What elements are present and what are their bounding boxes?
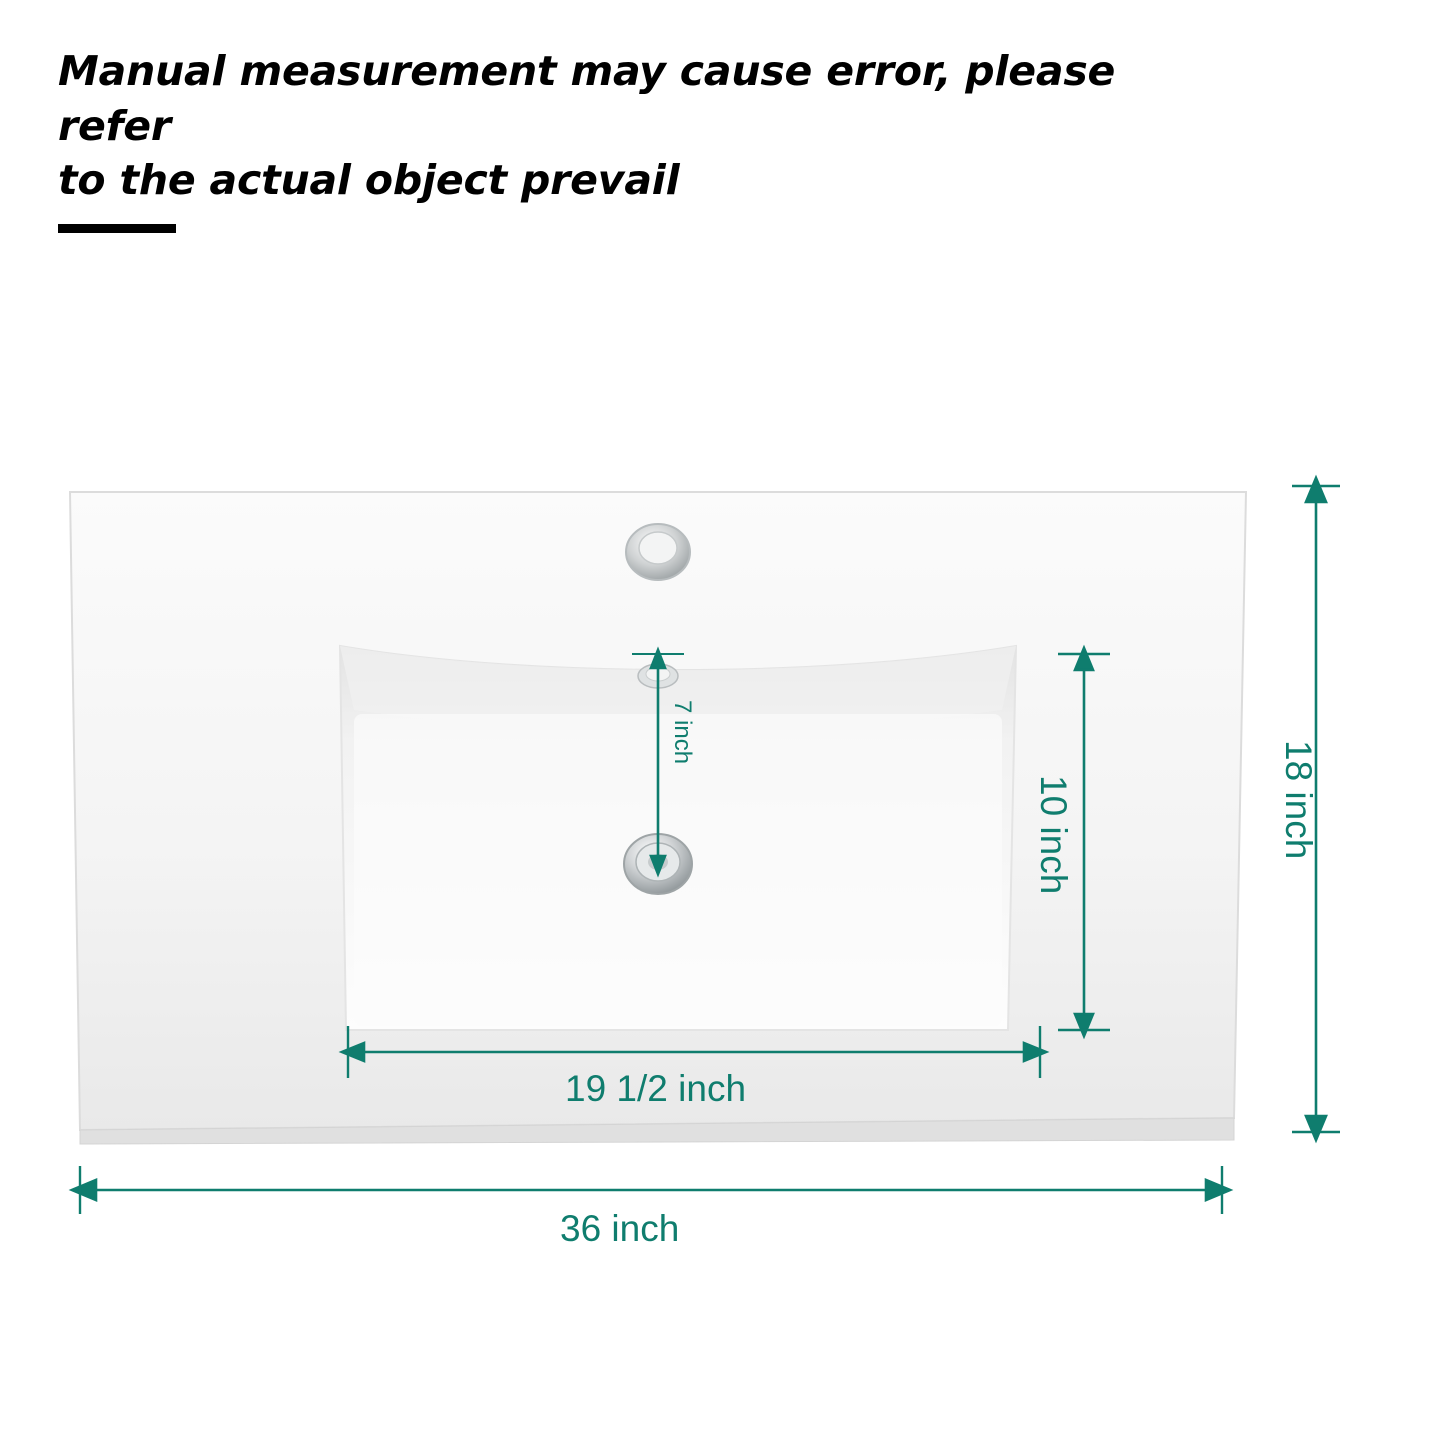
label-basin-width: 19 1/2 inch xyxy=(565,1068,747,1109)
dimension-36-inch-line xyxy=(72,1166,1230,1214)
faucet-hole xyxy=(626,524,690,580)
measurement-notice-line2: to the actual object prevail xyxy=(58,156,680,205)
measurement-notice xyxy=(58,44,1138,208)
measurement-notice-line1: Manual measurement may cause error, please refer xyxy=(58,47,1116,150)
label-overall-width: 36 inch xyxy=(560,1208,680,1249)
label-drain-offset: 7 inch xyxy=(669,700,696,765)
sink-illustration xyxy=(58,478,1258,1146)
heading-divider xyxy=(58,224,176,233)
label-basin-depth: 10 inch xyxy=(1033,775,1074,895)
label-overall-depth: 18 inch xyxy=(1278,740,1319,860)
